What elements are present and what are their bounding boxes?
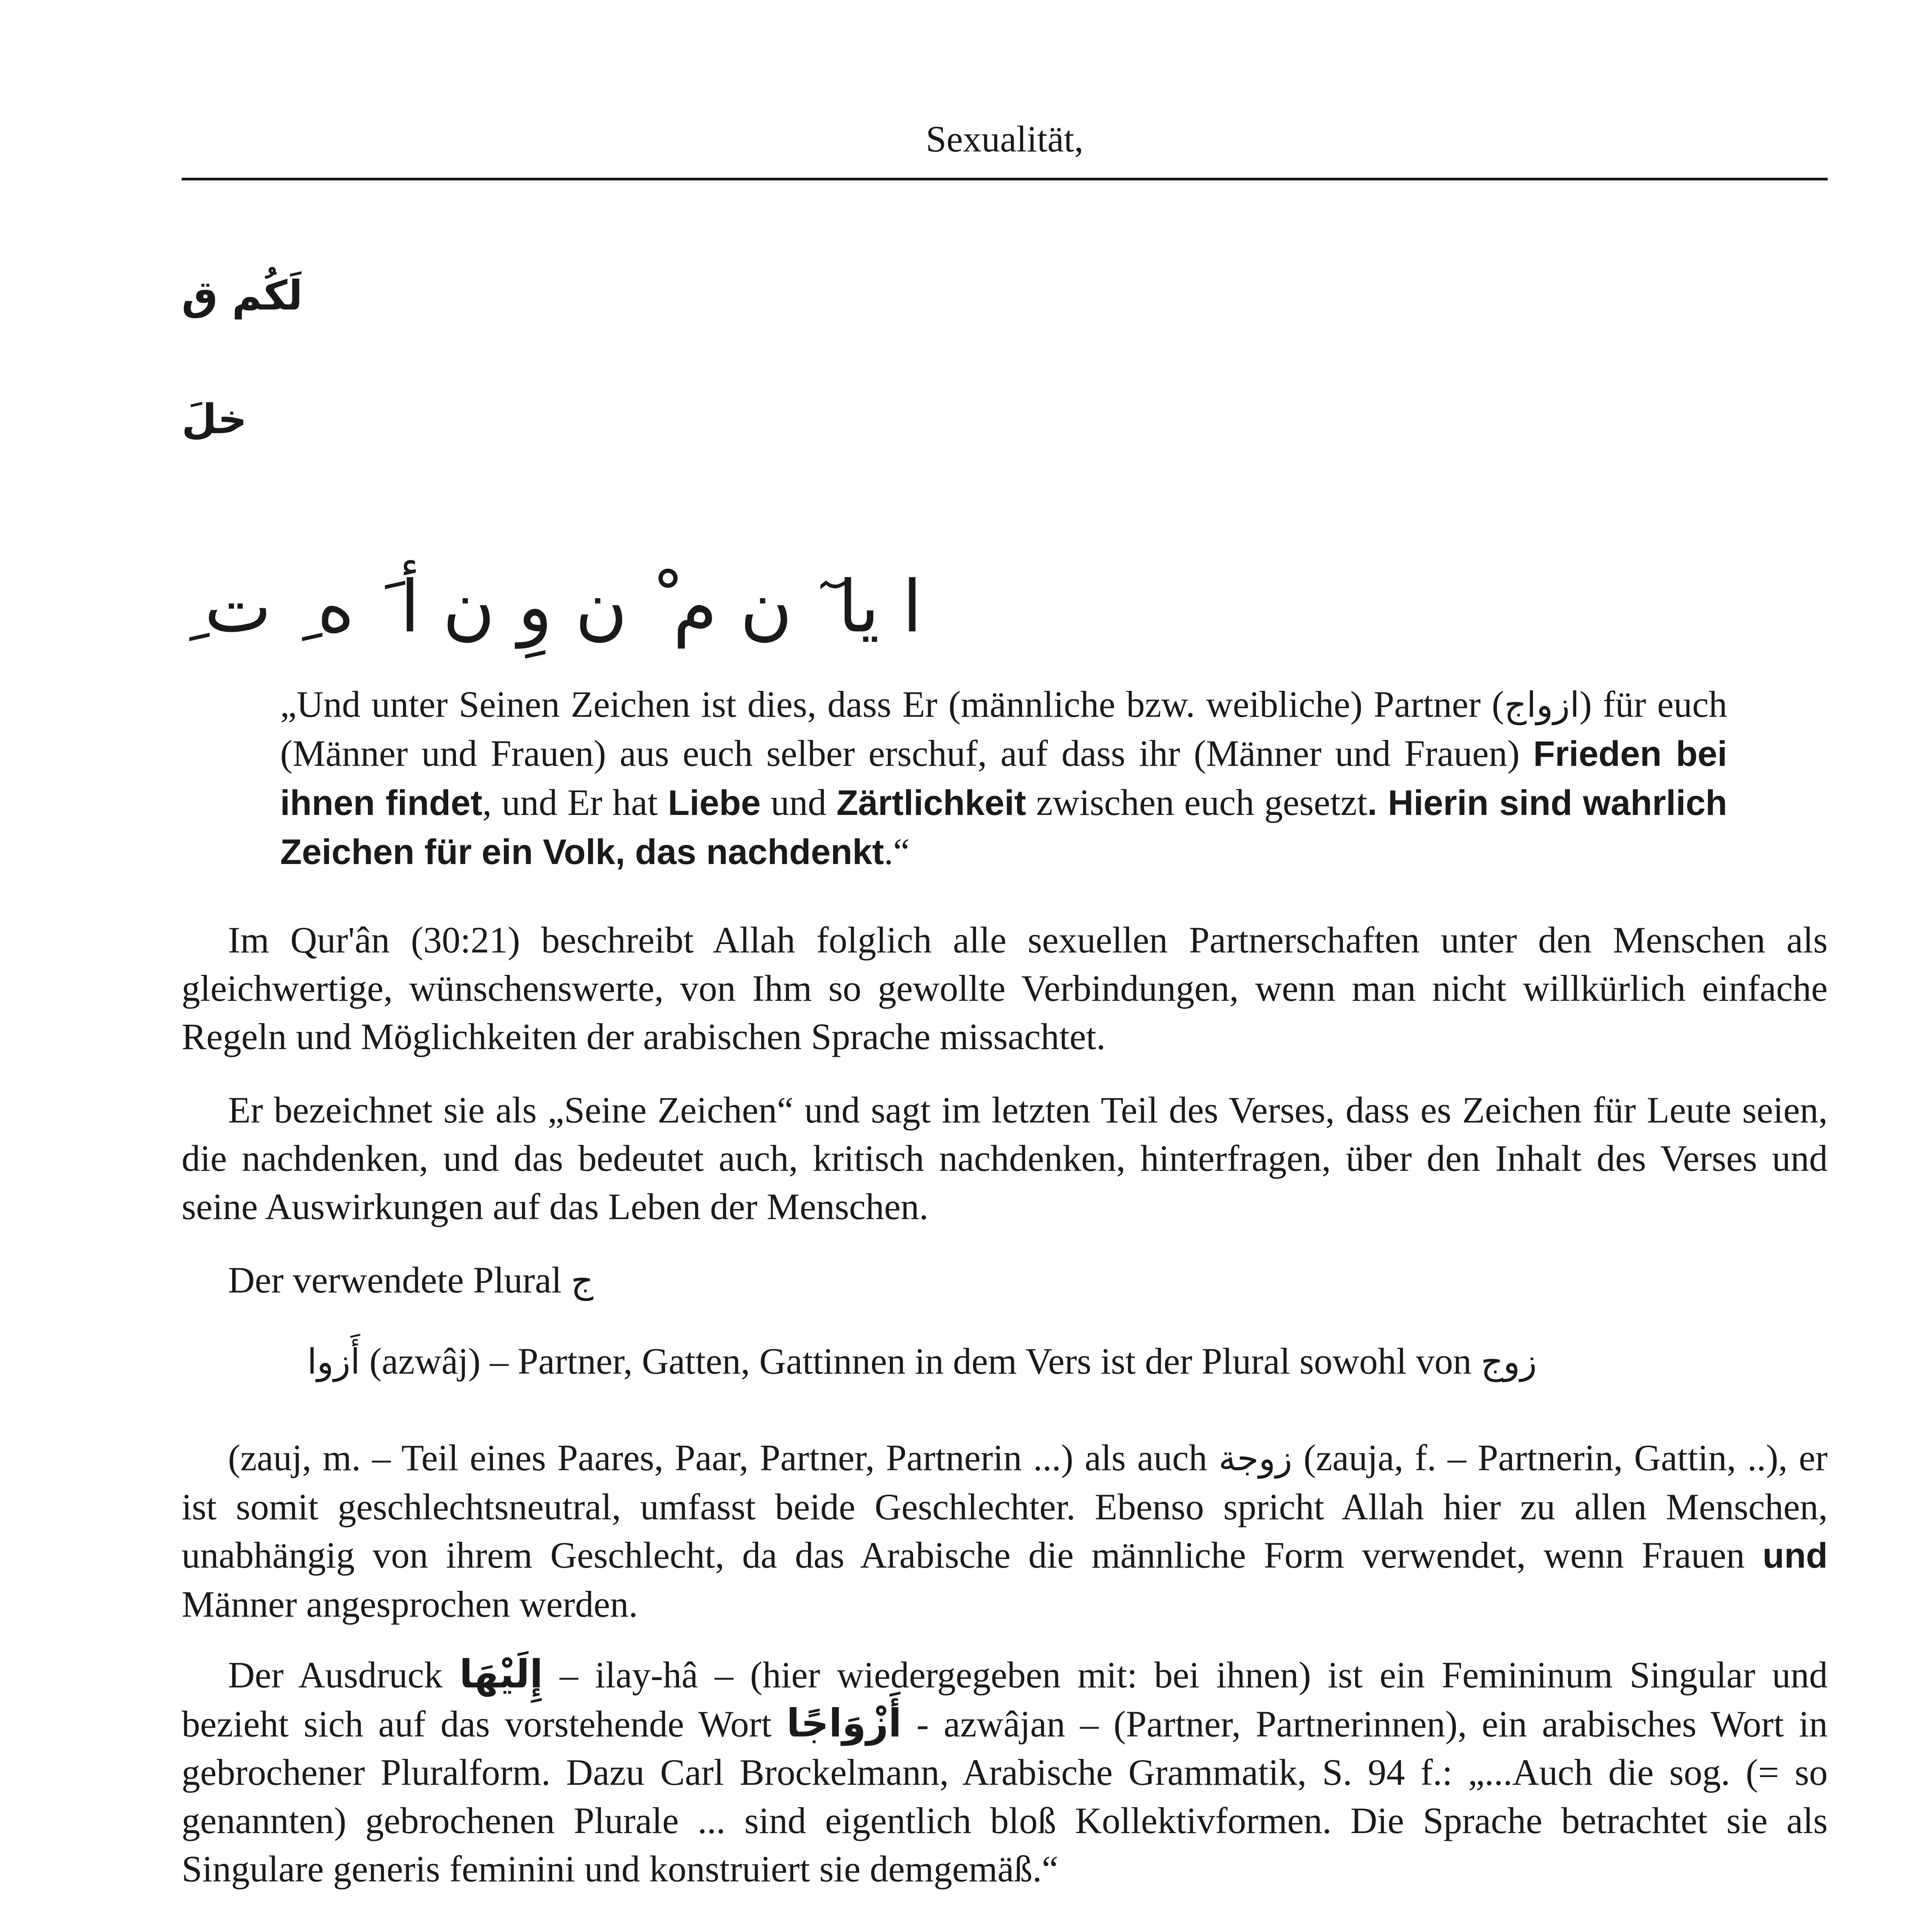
- arabic-word: ازواج: [1504, 685, 1580, 725]
- arabic-word: زوج: [1481, 1342, 1537, 1382]
- arabic-heading-2: خلَ: [182, 396, 247, 443]
- arabic-word: أَزْوَاجًا: [786, 1701, 902, 1746]
- paragraph-1: Im Qur'ân (30:21) beschreibt Allah folglich alle sexuellen Partnerschaften unter den Menschen als gleichwertige, wünschenswerte, von Ihm so gewollte Verbindungen, wenn man nicht willkürlich einfache Regeln und Möglichkeiten der arabischen Sprache missachtet.: [182, 919, 1828, 1057]
- arabic-heading-1: لَكُم ق: [182, 272, 303, 319]
- paragraph-5: (zauj, m. – Teil eines Paares, Paar, Partner, Partnerin ...) als auch زوجة (zauja, f. – Partnerin, Gattin, ..), er ist somit geschlechtsneutral, umfasst beide Geschlechter. Ebenso spricht Allah hier zu allen Menschen, unabhängig von ihrem Geschlecht, da das Arabische die männliche Form verwendet, wenn Frauen und Männer angesprochen werden.: [182, 1437, 1828, 1625]
- arabic-word: زوجة: [1218, 1438, 1293, 1479]
- arabic-word: ج: [571, 1260, 594, 1301]
- running-header: Sexualität,: [926, 118, 1083, 160]
- emphasis: . Hierin sind wahrlich Zeichen für ein Volk, das nachdenkt: [280, 783, 1727, 872]
- arabic-word: إِلَيْهَا: [459, 1651, 543, 1697]
- emphasis: Frieden bei ihnen findet: [280, 734, 1727, 823]
- emphasis: Zärtlichkeit: [836, 783, 1026, 823]
- arabic-verse-heading: ا يا ٓ ن م ْ ن وِ ن أ َ ه ِ ت ِ: [182, 565, 922, 648]
- paragraph-2: Er bezeichnet sie als „Seine Zeichen“ und sagt im letzten Teil des Verses, dass es Zeichen für Leute seien, die nachdenken, und das bedeutet auch, kritisch nachdenken, hinterfragen, über den Inhalt des Verses und seine Auswirkungen auf das Leben der Menschen.: [182, 1089, 1828, 1227]
- emphasis: Liebe: [668, 783, 761, 823]
- paragraph-7: [182, 1928, 1828, 1932]
- paragraph-6: Der Ausdruck إِلَيْهَا – ilay-hâ – (hier wiedergegeben mit: bei ihnen) ist ein Femininum Singular und bezieht sich auf das vorstehende Wort أَزْوَاجًا - azwâjan – (Partner, Partnerinnen), ein arabisches Wort in gebrochener Pluralform. Dazu Carl Brockelmann, Arabische Grammatik, S. 94 f.: „...Auch die sog. (= so genannten) gebrochenen Plurale ... sind eigentlich bloß Kollektivformen. Die Sprache betrachtet sie als Singulare generis feminini und konstruiert sie demgemäß.“: [182, 1651, 1828, 1889]
- header-rule: [182, 178, 1828, 180]
- paragraph-4: أَزوا (azwâj) – Partner, Gatten, Gattinnen in dem Vers ist der Plural sowohl von زوج: [307, 1340, 1537, 1382]
- paragraph-3: Der verwendete Plural ج: [228, 1259, 594, 1301]
- emphasis: und: [1762, 1536, 1828, 1575]
- arabic-word: أَزوا: [307, 1342, 360, 1382]
- verse-quote: „Und unter Seinen Zeichen ist dies, dass Er (männliche bzw. weibliche) Partner (ازواج) für euch (Männer und Frauen) aus euch selber erschuf, auf dass ihr (Männer und Frauen) Frieden bei ihnen findet, und Er hat Liebe und Zärtlichkeit zwischen euch gesetzt. Hierin sind wahrlich Zeichen für ein Volk, das nachdenkt.“: [280, 684, 1728, 872]
